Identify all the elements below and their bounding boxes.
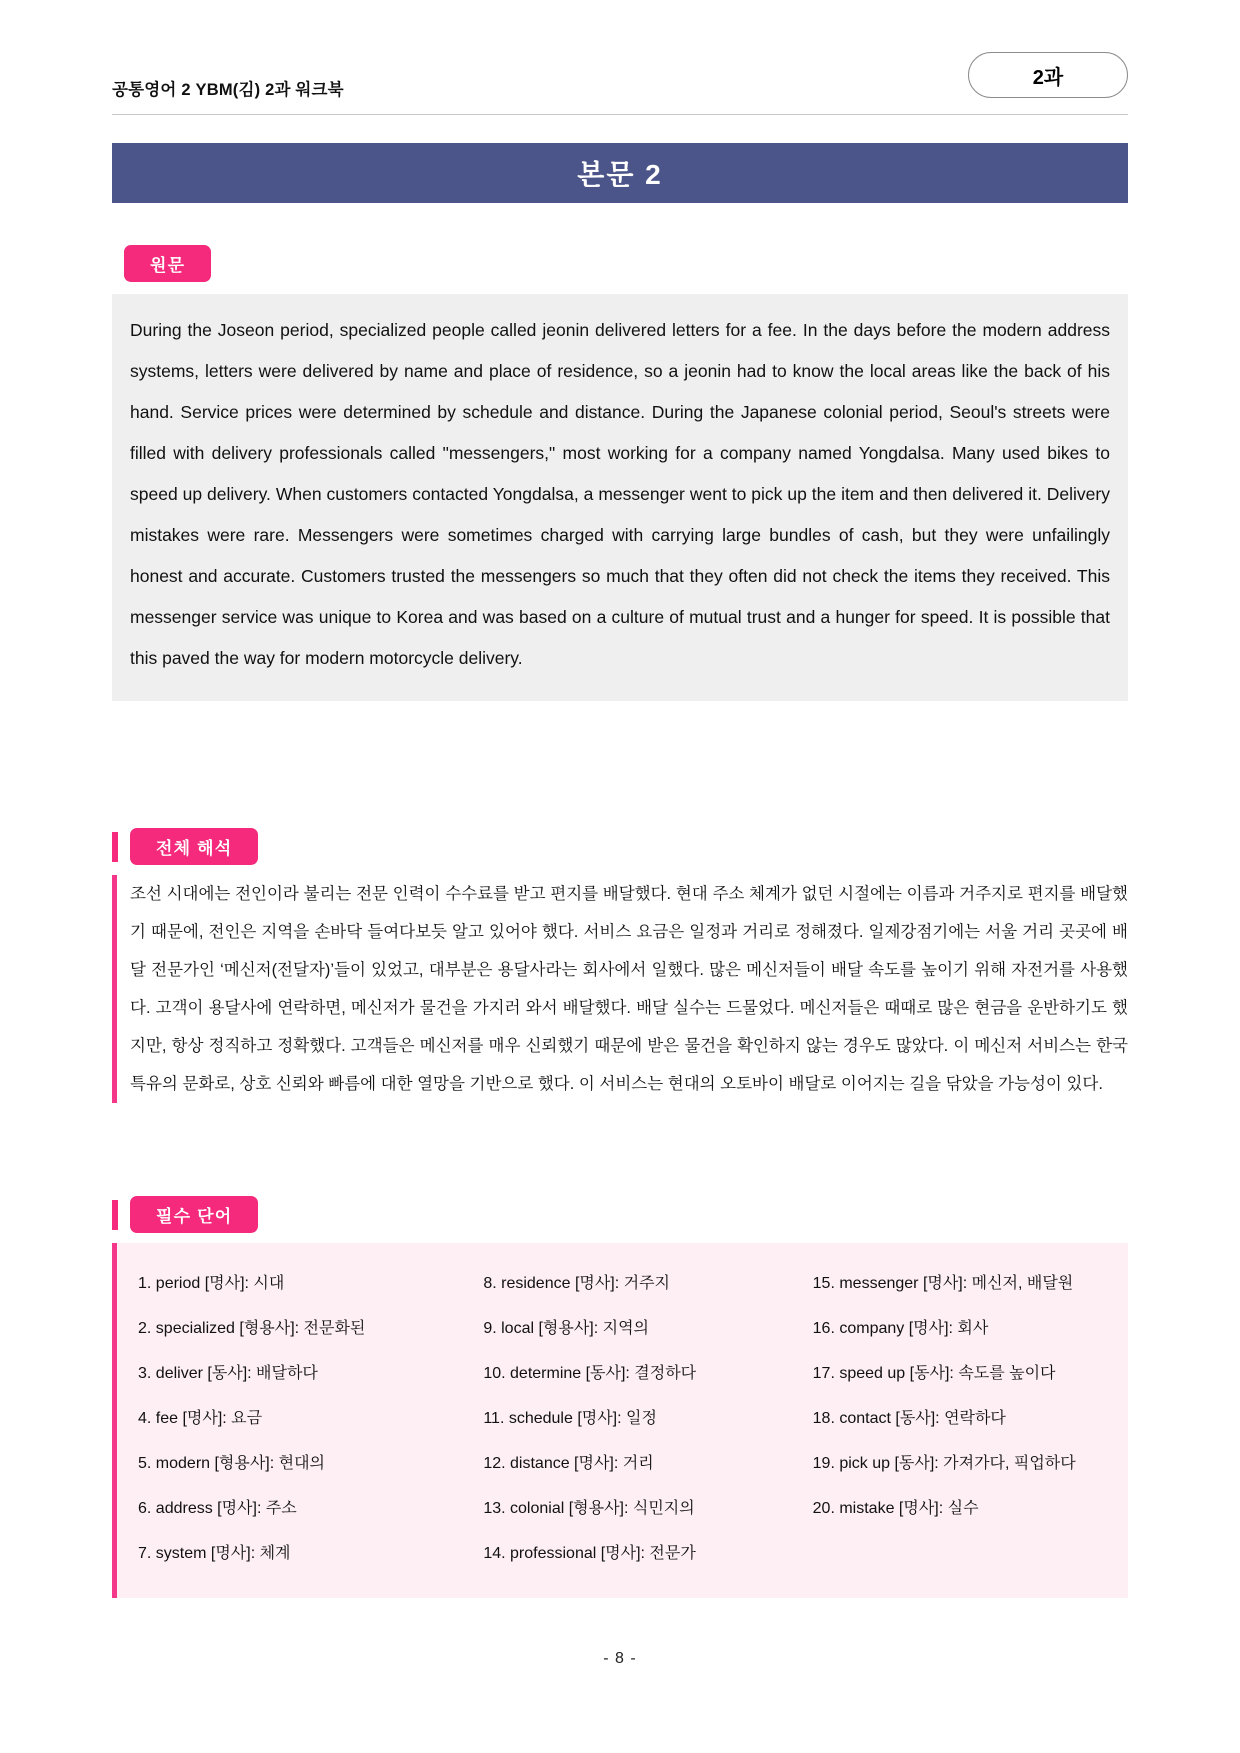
vocabulary-item: 10. determine [동사]: 결정하다 <box>483 1365 697 1382</box>
accent-bar-icon <box>112 1200 118 1230</box>
passage-box <box>112 294 1128 701</box>
vocabulary-item: 1. period [명사]: 시대 <box>138 1275 285 1292</box>
vocabulary-badge-row <box>112 1196 1128 1233</box>
vocabulary-column <box>138 1261 461 1576</box>
vocabulary-item: 7. system [명사]: 체계 <box>138 1545 291 1562</box>
vocabulary-item: 13. colonial [형용사]: 식민지의 <box>483 1500 695 1517</box>
header-divider <box>112 114 1128 115</box>
page-title: 본문 2 <box>577 159 663 190</box>
vocabulary-item: 17. speed up [동사]: 속도를 높이다 <box>812 1365 1056 1382</box>
vocabulary-item: 8. residence [명사]: 거주지 <box>483 1275 670 1292</box>
section-badge-translation: 전체 해석 <box>130 828 258 865</box>
vocabulary-item: 3. deliver [동사]: 배달하다 <box>138 1365 318 1382</box>
page-number: - 8 - <box>603 1650 637 1667</box>
section-original-text <box>112 245 1128 701</box>
vocabulary-item: 20. mistake [명사]: 실수 <box>812 1500 979 1517</box>
vocabulary-grid <box>130 1243 1128 1598</box>
vocabulary-item: 11. schedule [명사]: 일정 <box>483 1410 657 1427</box>
vocabulary-accent-bar-icon <box>112 1243 117 1598</box>
header-title: 공통영어 2 YBM(김) 2과 워크북 <box>112 81 344 99</box>
section-badge-original: 원문 <box>124 245 211 282</box>
vocabulary-column <box>797 1261 1120 1576</box>
section-vocabulary <box>112 1196 1128 1598</box>
vocabulary-body <box>112 1243 1128 1598</box>
vocabulary-item: 19. pick up [동사]: 가져가다, 픽업하다 <box>812 1455 1076 1472</box>
lesson-badge: 2과 <box>968 52 1128 98</box>
original-badge-wrap <box>112 245 1128 282</box>
vocabulary-item: 14. professional [명사]: 전문가 <box>483 1545 696 1562</box>
section-translation <box>112 828 1128 1103</box>
vocabulary-item: 6. address [명사]: 주소 <box>138 1500 297 1517</box>
vocabulary-column <box>467 1261 790 1576</box>
english-passage: During the Joseon period, specialized people called jeonin delivered letters for a fee. In the days before the modern address systems, letters were delivered by name and place of residence, so a jeonin had to know the local areas like the back of his hand. Service prices were determined by schedule and distance. During the Japanese colonial period, Seoul's streets were filled with delivery professionals called "messengers," most working for a company named Yongdalsa. Many used bikes to speed up delivery. When customers contacted Yongdalsa, a messenger went to pick up the item and then delivered it. Delivery mistakes were rare. Messengers were sometimes charged with carrying large bundles of cash, but they were unfailingly honest and accurate. Customers trusted the messengers so much that they often did not check the items they received. This messenger service was unique to Korea and was based on a culture of mutual trust and a hunger for speed. It is possible that this paved the way for modern motorcycle delivery. <box>130 320 1110 668</box>
translation-badge-row <box>112 828 1128 865</box>
accent-bar-icon <box>112 832 118 862</box>
vocabulary-item: 18. contact [동사]: 연락하다 <box>812 1410 1006 1427</box>
translation-body <box>112 875 1128 1103</box>
translation-accent-bar-icon <box>112 875 117 1103</box>
page-header <box>0 52 1240 114</box>
vocabulary-item: 15. messenger [명사]: 메신저, 배달원 <box>812 1275 1074 1292</box>
vocabulary-item: 5. modern [형용사]: 현대의 <box>138 1455 326 1472</box>
vocabulary-item: 2. specialized [형용사]: 전문화된 <box>138 1320 366 1337</box>
title-banner <box>112 143 1128 203</box>
korean-translation: 조선 시대에는 전인이라 불리는 전문 인력이 수수료를 받고 편지를 배달했다. 현대 주소 체계가 없던 시절에는 이름과 거주지로 편지를 배달했기 때문에, 전인은 지역을 손바닥 들여다보듯 알고 있어야 했다. 서비스 요금은 일정과 거리로 정해졌다. 일제강점기에는 서울 거리 곳곳에 배달 전문가인 ‘메신저(전달자)’들이 있었고, 대부분은 용달사라는 회사에서 일했다. 많은 메신저들이 배달 속도를 높이기 위해 자전거를 사용했다. 고객이 용달사에 연락하면, 메신저가 물건을 가지러 와서 배달했다. 배달 실수는 드물었다. 메신저들은 때때로 많은 현금을 운반하기도 했지만, 항상 정직하고 정확했다. 고객들은 메신저를 매우 신뢰했기 때문에 받은 물건을 확인하지 않는 경우도 많았다. 이 메신저 서비스는 한국 특유의 문화로, 상호 신뢰와 빠름에 대한 열망을 기반으로 했다. 이 서비스는 현대의 오토바이 배달로 이어지는 길을 닦았을 가능성이 있다. <box>130 885 1128 1093</box>
section-badge-vocabulary: 필수 단어 <box>130 1196 258 1233</box>
vocabulary-item: 9. local [형용사]: 지역의 <box>483 1320 649 1337</box>
vocabulary-item: 16. company [명사]: 회사 <box>812 1320 989 1337</box>
vocabulary-item: 4. fee [명사]: 요금 <box>138 1410 263 1427</box>
vocabulary-item: 12. distance [명사]: 거리 <box>483 1455 654 1472</box>
